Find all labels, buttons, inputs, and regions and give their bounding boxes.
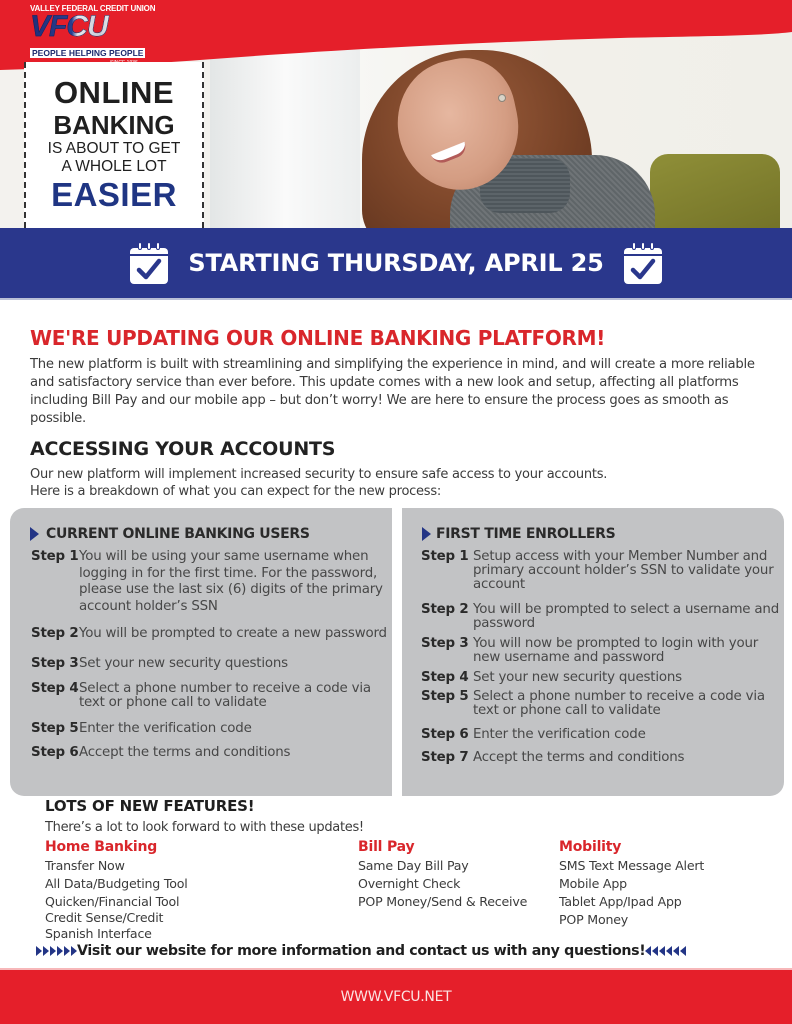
feature-item: SMS Text Message Alert	[559, 858, 705, 873]
triangle-bullet-icon	[422, 527, 431, 541]
headline-online: ONLINE	[53, 75, 175, 110]
current-users-panel	[10, 508, 392, 796]
headline-about-to-get: IS ABOUT TO GET	[47, 140, 181, 157]
feature-heading: Bill Pay	[358, 839, 415, 855]
current-users-steps	[31, 550, 391, 760]
vfcu-logo[interactable]	[30, 4, 170, 62]
feature-heading: Mobility	[559, 839, 622, 855]
website-link[interactable]: WWW.VFCU.NET	[340, 989, 452, 1005]
feature-column-home-banking	[45, 838, 188, 943]
feature-column-mobility	[559, 838, 704, 929]
logo-tagline: PEOPLE HELPING PEOPLE	[32, 48, 144, 58]
headline-easier: EASIER	[51, 176, 177, 213]
calendar-check-icon	[624, 242, 662, 284]
left-arrows-icon	[645, 946, 686, 956]
feature-item: Mobile App	[559, 876, 627, 891]
step-item: Step 6 Enter the verification code	[421, 727, 646, 742]
right-arrows-icon	[36, 946, 77, 956]
accessing-heading: ACCESSING YOUR ACCOUNTS	[30, 438, 336, 460]
step-item: Step 4 Set your new security questions	[421, 670, 682, 685]
logo-org-name: VALLEY FEDERAL CREDIT UNION	[30, 4, 156, 13]
footer	[0, 970, 792, 1024]
step-item: Step 2 You will be prompted to create a new password	[31, 626, 387, 641]
step-item: Step 3 You will now be prompted to login with your new username and password	[421, 636, 759, 665]
feature-item: Credit Sense/Credit	[45, 910, 164, 925]
logo-wordmark: VFCU	[30, 13, 170, 41]
headline-box	[24, 62, 204, 228]
current-users-heading: CURRENT ONLINE BANKING USERS	[30, 526, 310, 542]
feature-item: Tablet App/Ipad App	[559, 894, 682, 909]
step-item: Step 5 Enter the verification code	[31, 721, 252, 736]
feature-heading: Home Banking	[45, 839, 158, 855]
first-time-enrollers-panel	[402, 508, 784, 796]
feature-item: Transfer Now	[45, 858, 125, 873]
feature-item: POP Money/Send & Receive	[358, 894, 528, 909]
start-date-text: STARTING THURSDAY, APRIL 25	[188, 249, 604, 277]
first-time-steps	[421, 550, 781, 765]
hero-section	[0, 0, 792, 228]
feature-item: All Data/Budgeting Tool	[45, 876, 188, 891]
step-item: Step 4 Select a phone number to receive a code via text or phone call to validate	[31, 681, 371, 710]
step-item: Step 2 You will be prompted to select a username and password	[421, 602, 779, 631]
features-subtitle: There’s a lot to look forward to with these updates!	[45, 820, 364, 835]
update-heading: WE'RE UPDATING OUR ONLINE BANKING PLATFORM!	[30, 326, 606, 350]
headline-whole-lot: A WHOLE LOT	[61, 158, 167, 175]
features-heading: LOTS OF NEW FEATURES!	[45, 797, 255, 815]
step-item: Step 5 Select a phone number to receive a code via text or phone call to validate	[421, 689, 765, 718]
step-item: Step 1 Setup access with your Member Number and primary account holder’s SSN to validate your account	[421, 549, 774, 592]
feature-item: Quicken/Financial Tool	[45, 894, 180, 909]
headline-banking: BANKING	[53, 110, 175, 140]
step-item: Step 6 Accept the terms and conditions	[31, 745, 291, 760]
pillow	[650, 154, 780, 228]
feature-item: Overnight Check	[358, 876, 461, 891]
feature-item: Spanish Interface	[45, 926, 152, 941]
calendar-check-icon	[130, 242, 168, 284]
feature-item: POP Money	[559, 912, 629, 927]
cta-text: Visit our website for more information and contact us with any questions!	[77, 943, 646, 959]
call-to-action	[36, 943, 776, 959]
step-item: Step 7 Accept the terms and conditions	[421, 750, 685, 765]
first-time-heading: FIRST TIME ENROLLERS	[422, 526, 615, 542]
feature-item: Same Day Bill Pay	[358, 858, 469, 873]
step-item: Step 1 You will be using your same username when logging in for the first time. For the password, please use the last six (6) digits of the primary account holder’s SSN	[31, 549, 383, 614]
update-paragraph: The new platform is built with streamlining and simplifying the experience in mind, and will create a more reliable and satisfactory service than ever before. This update comes with a new look and setup, affecting all platforms including Bill Pay and our mobile app – but don’t worry! We are here to ensure the process goes as smooth as possible.	[30, 357, 755, 426]
step-item: Step 3 Set your new security questions	[31, 656, 288, 671]
accessing-paragraph: Our new platform will implement increased security to ensure safe access to your accounts. Here is a breakdown of what you can expect for the new process:	[30, 467, 608, 499]
triangle-bullet-icon	[30, 527, 39, 541]
date-banner	[0, 228, 792, 298]
feature-column-bill-pay	[358, 838, 527, 911]
